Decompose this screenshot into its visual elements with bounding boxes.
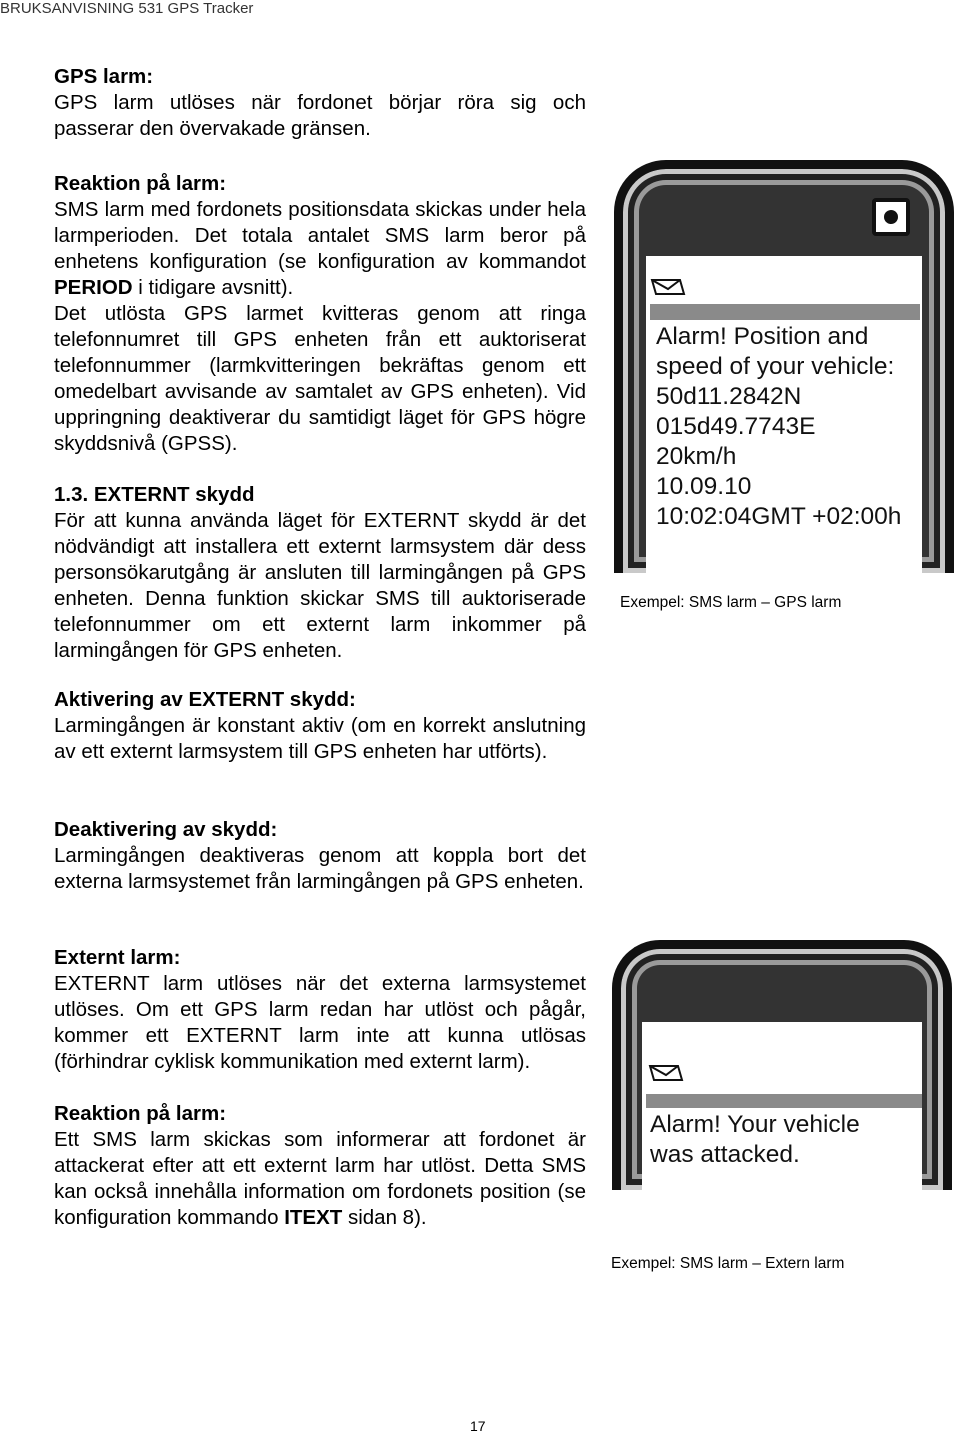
command-name: ITEXT: [284, 1206, 343, 1229]
section-heading: 1.3. EXTERNT skydd: [54, 483, 255, 506]
title-bar: [650, 304, 920, 320]
sms-line: 20km/h: [656, 443, 737, 470]
paragraph: Ett SMS larm skickas som informerar att fordonet är attackerat efter att ett externt larm har utlöst. Detta SMS kan också innehålla information om fordonets position (se konfiguration kommando ITEXT sidan 8).: [54, 1128, 586, 1229]
section-deaktivering: [54, 817, 586, 895]
camera-icon: [872, 198, 910, 236]
section-heading: Deaktivering av skydd:: [54, 818, 278, 841]
section-heading: GPS larm:: [54, 65, 154, 88]
sms-line: 10.09.10: [656, 473, 752, 500]
paragraph: För att kunna använda läget för EXTERNT skydd är det nödvändigt att installera ett externt larmsystem där dess personsökarutgång är ansluten till larmingången på GPS enheten. Denna funktion skickar SMS till auktoriserade telefonnummer om ett externt larm inkommer på larmingången för GPS enheten.: [54, 509, 586, 662]
sms-message: [650, 1110, 860, 1170]
sms-line: was attacked.: [650, 1141, 800, 1168]
sms-line: 10:02:04GMT +02:00h: [656, 503, 902, 530]
paragraph: SMS larm med fordonets positionsdata skickas under hela larmperioden. Det totala antalet SMS larm beror på enhetens konfiguration (se konfiguration av kommandot PERIOD i tidigare avsnitt).: [54, 198, 586, 299]
section-reaktion-2: [54, 1101, 586, 1231]
phone-caption: Exempel: SMS larm – GPS larm: [620, 594, 842, 611]
phone-screen: [642, 1022, 922, 1190]
paragraph: GPS larm utlöses när fordonet börjar röra sig och passerar den övervakade gränsen.: [54, 91, 586, 140]
phone-caption: Exempel: SMS larm – Extern larm: [611, 1255, 845, 1272]
sms-line: 015d49.7743E: [656, 413, 816, 440]
phone-illustration-gps: [614, 160, 954, 573]
envelope-icon: [650, 276, 686, 296]
sms-line: speed of your vehicle:: [656, 353, 895, 380]
envelope-icon: [648, 1062, 684, 1082]
paragraph: Larmingången deaktiveras genom att koppla bort det externa larmsystemet från larmingången på GPS enheten.: [54, 844, 586, 893]
section-gps-larm: [54, 64, 586, 142]
sms-line: Alarm! Your vehicle: [650, 1111, 860, 1138]
paragraph: Det utlösta GPS larmet kvitteras genom att ringa telefonnumret till GPS enheten från ett auktoriserat telefonnummer (larmkvitteringen bekräftas genom ett omedelbart avvisande av samtalet av GPS enheten). Vid uppringning deaktiverar du samtidigt läget för GPS högre skyddsnivå (GPSS).: [54, 302, 586, 455]
section-externt-skydd: [54, 482, 586, 664]
sms-message: [656, 322, 901, 532]
sms-line: 50d11.2842N: [656, 383, 802, 410]
section-heading: Aktivering av EXTERNT skydd:: [54, 688, 356, 711]
section-heading: Reaktion på larm:: [54, 172, 227, 195]
phone-illustration-extern: [612, 940, 952, 1190]
command-name: PERIOD: [54, 276, 133, 299]
section-externt-larm: [54, 945, 586, 1075]
section-heading: Externt larm:: [54, 946, 181, 969]
section-heading: Reaktion på larm:: [54, 1102, 227, 1125]
paragraph: Larmingången är konstant aktiv (om en korrekt anslutning av ett externt larmsystem till GPS enheten har utförts).: [54, 714, 586, 763]
section-aktivering: [54, 687, 586, 765]
page-number: 17: [470, 1418, 486, 1434]
page-header: BRUKSANVISNING 531 GPS Tracker: [0, 0, 254, 17]
title-bar: [646, 1094, 922, 1108]
phone-screen: [646, 256, 922, 573]
paragraph: EXTERNT larm utlöses när det externa larmsystemet utlöses. Om ett GPS larm redan har utlöst och pågår, kommer ett EXTERNT larm inte att kunna utlösas (förhindrar cyklisk kommunikation med externt larm).: [54, 972, 586, 1073]
sms-line: Alarm! Position and: [656, 323, 869, 350]
section-reaktion-1: [54, 171, 586, 457]
